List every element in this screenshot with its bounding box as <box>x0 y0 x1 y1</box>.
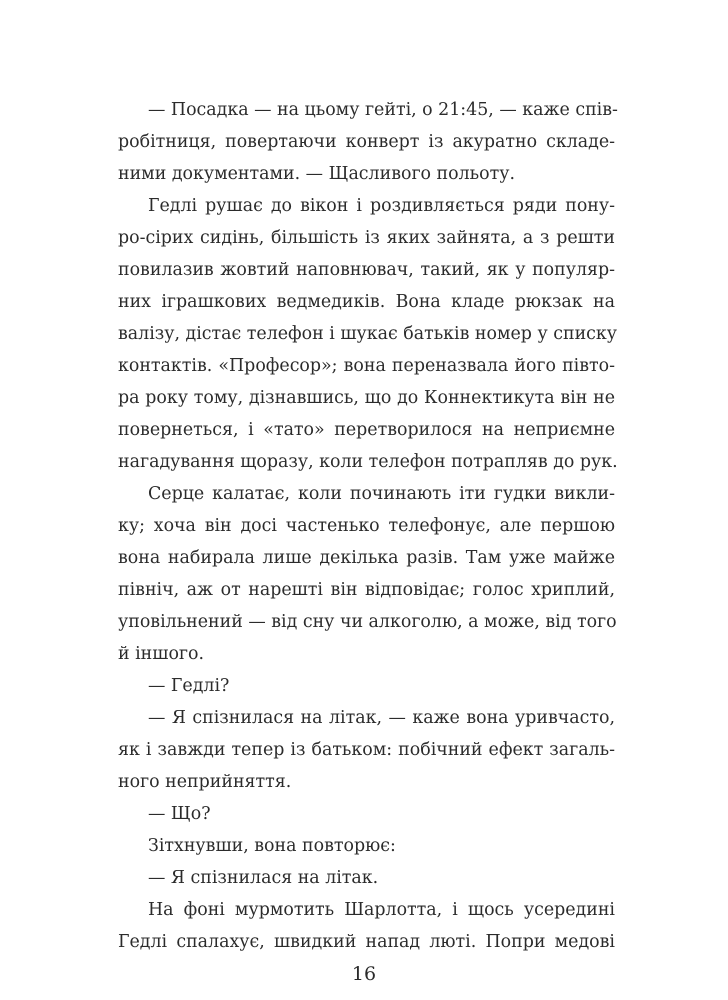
text-line: них іграшкових ведмедиків. Вона кладе рюкзак на <box>118 292 615 312</box>
text-line: Гедлі спалахує, швидкий напад люті. Попри медові <box>118 932 615 952</box>
text-line: Серце калатає, коли починають іти гудки викли- <box>148 484 615 504</box>
text-line: уповільнений — від сну чи алкоголю, а може, від того <box>118 612 617 632</box>
text-line: ра року тому, дізнавшись, що до Коннектикута він не <box>118 388 615 408</box>
text-line: контактів. «Професор»; вона переназвала його півто- <box>118 356 615 376</box>
text-line: північ, аж от нарешті він відповідає; голос хриплий, <box>118 580 615 600</box>
page-number: 16 <box>351 963 377 985</box>
text-line: ними документами. — Щасливого польоту. <box>118 164 515 184</box>
text-line: Гедлі рушає до вікон і роздивляється ряди пону- <box>148 196 615 216</box>
text-line: вона набирала лише декілька разів. Там уже майже <box>118 548 615 568</box>
text-line: повернеться, і «тато» перетворилося на неприємне <box>118 420 615 440</box>
text-line: й іншого. <box>118 644 205 664</box>
text-line: Зітхнувши, вона повторює: <box>148 836 396 856</box>
text-line: ного неприйняття. <box>118 772 292 792</box>
text-line: повилазив жовтий наповнювач, такий, як у популяр- <box>118 260 615 280</box>
text-line: — Я спізнилася на літак. <box>148 868 379 888</box>
text-line: — Гедлі? <box>148 676 230 696</box>
text-line: нагадування щоразу, коли телефон потрапляв до рук. <box>118 452 618 472</box>
text-line: ро-сірих сидінь, більшість із яких зайнята, а з решти <box>118 228 615 248</box>
text-line: як і завжди тепер із батьком: побічний ефект загаль- <box>118 740 615 760</box>
text-line: — Що? <box>148 804 211 824</box>
text-line: робітниця, повертаючи конверт із акуратно складе- <box>118 132 615 152</box>
text-line: валізу, дістає телефон і шукає батьків номер у списку <box>118 324 617 344</box>
text-line: — Посадка — на цьому гейті, о 21:45, — каже спів- <box>148 100 618 120</box>
text-line: На фоні мурмотить Шарлотта, і щось усередині <box>148 900 615 920</box>
text-line: — Я спізнилася на літак, — каже вона уривчасто, <box>148 708 615 728</box>
text-line: ку; хоча він досі частенько телефонує, але першою <box>118 516 615 536</box>
